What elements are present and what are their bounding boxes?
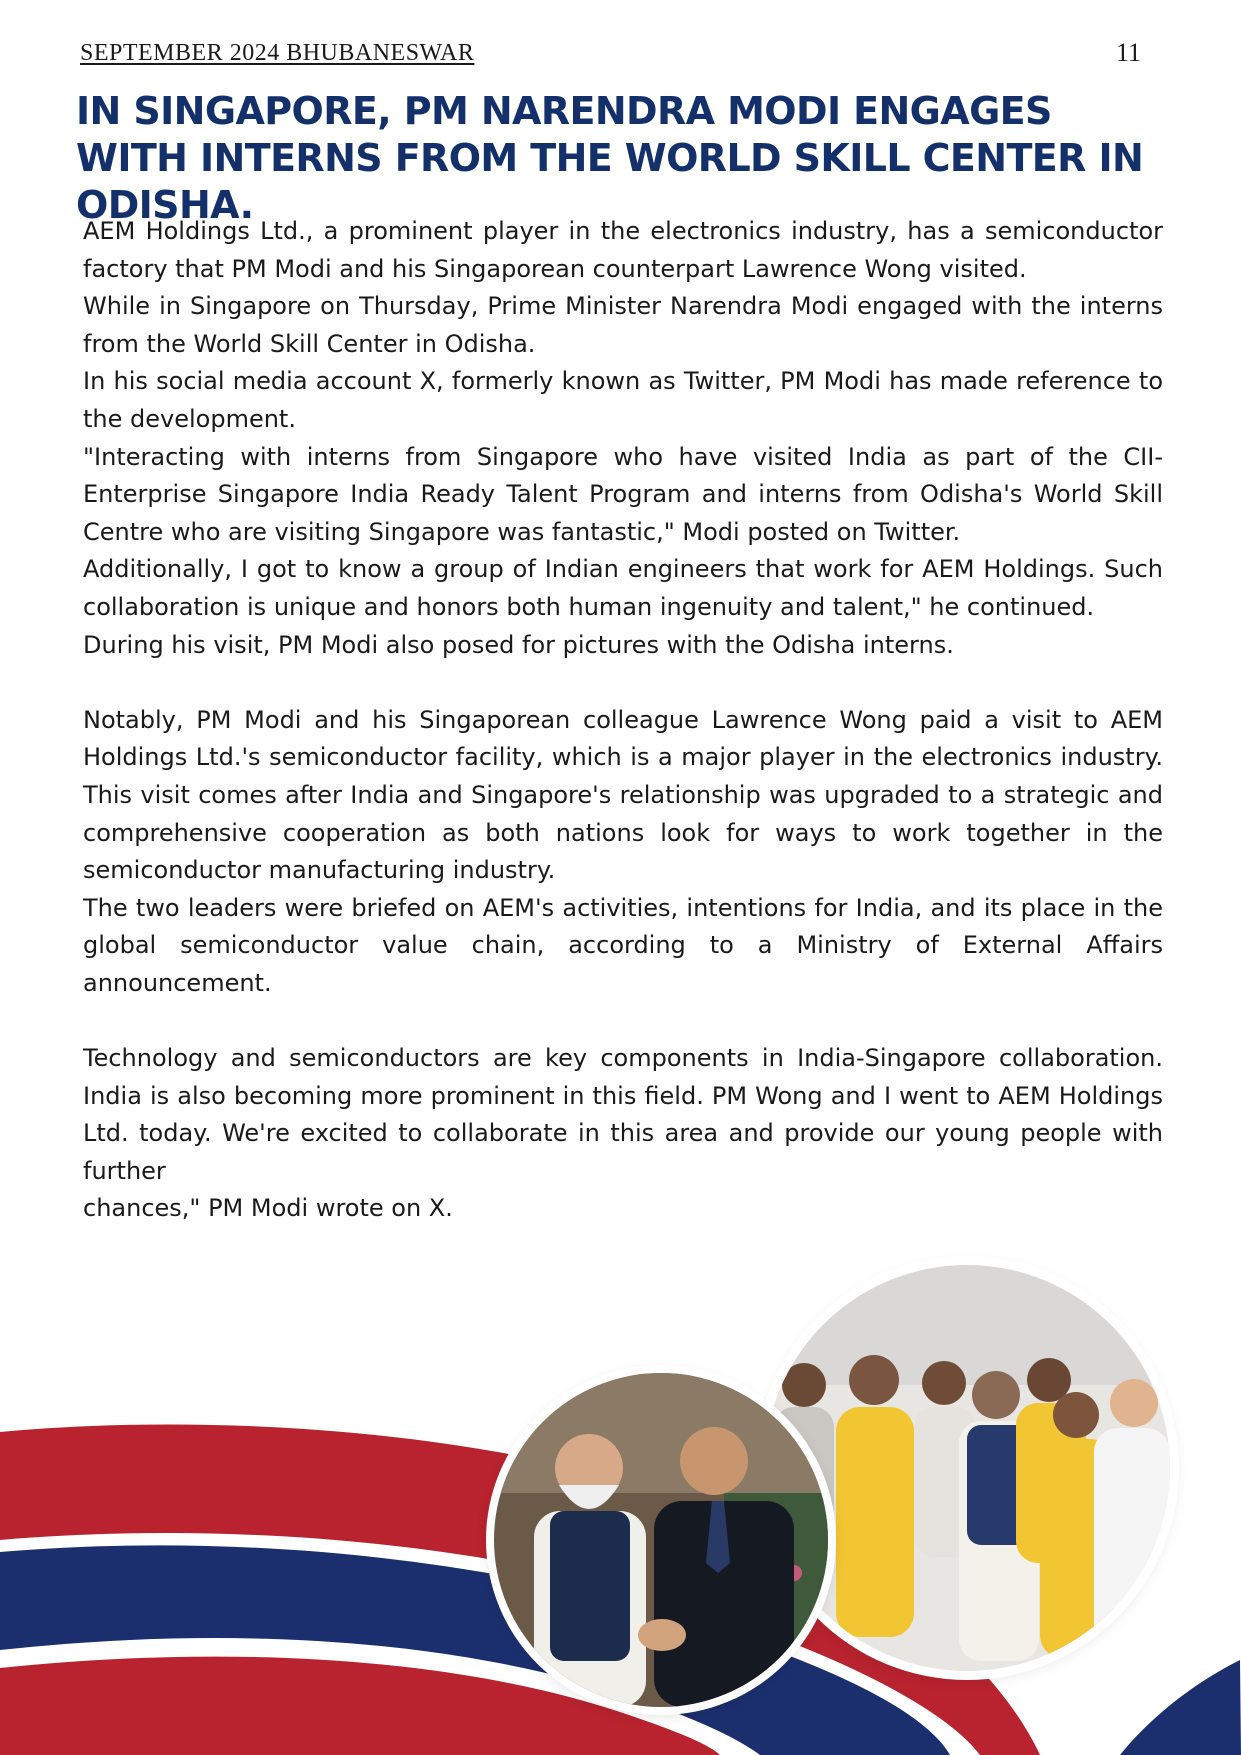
paragraph: The two leaders were briefed on AEM's activities, intentions for India, and its place in the global semiconductor value chain, according to a Ministry of External Affairs announcement. [83, 893, 1163, 997]
interns-group-image [764, 1265, 1170, 1671]
paragraph: During his visit, PM Modi also posed for pictures with the Odisha interns. [83, 630, 954, 659]
article-title: IN SINGAPORE, PM NARENDRA MODI ENGAGES WITH INTERNS FROM THE WORLD SKILL CENTER IN ODISHA. [76, 89, 1144, 227]
issue-date-location: SEPTEMBER 2024 BHUBANESWAR [80, 40, 475, 66]
photo-leaders-handshake [494, 1373, 828, 1707]
paragraph: Notably, PM Modi and his Singaporean colleague Lawrence Wong paid a visit to AEM Holdings Ltd.'s semiconductor facility, which is a major player in the electronics industry. This visit comes after India and Singapore's relationship was upgraded to a strategic and comprehensive cooperation as both nations look for ways to work together in the semiconductor manufacturing industry. [83, 705, 1163, 885]
photo-interns-group [764, 1265, 1170, 1671]
navy-wave-right [1120, 1660, 1241, 1755]
page-number: 11 [1116, 38, 1142, 67]
paragraph: AEM Holdings Ltd., a prominent player in the electronics industry, has a semiconductor factory that PM Modi and his Singaporean counterpart Lawrence Wong visited. [83, 217, 1163, 283]
paragraph: Technology and semiconductors are key components in India-Singapore collaboration. India is also becoming more prominent in this field. PM Wong and I went to AEM Holdings Ltd. today. We're excited to collaborate in this area and provide our young people with further [83, 1044, 1163, 1185]
paragraph: chances," PM Modi wrote on X. [83, 1194, 453, 1223]
paragraph: Additionally, I got to know a group of Indian engineers that work for AEM Holdings. Such collaboration is unique and honors both human ingenuity and talent," he continued. [83, 555, 1163, 621]
paragraph: While in Singapore on Thursday, Prime Minister Narendra Modi engaged with the interns from the World Skill Center in Odisha. [83, 292, 1163, 358]
handshake-image [494, 1373, 828, 1707]
paragraph: "Interacting with interns from Singapore who have visited India as part of the CII-Enterprise Singapore India Ready Talent Program and interns from Odisha's World Skill Centre who are visiting Singapore was fantastic," Modi posted on Twitter. [83, 442, 1163, 546]
paragraph: In his social media account X, formerly known as Twitter, PM Modi has made reference to the development. [83, 367, 1163, 433]
article-body [83, 213, 1163, 1228]
